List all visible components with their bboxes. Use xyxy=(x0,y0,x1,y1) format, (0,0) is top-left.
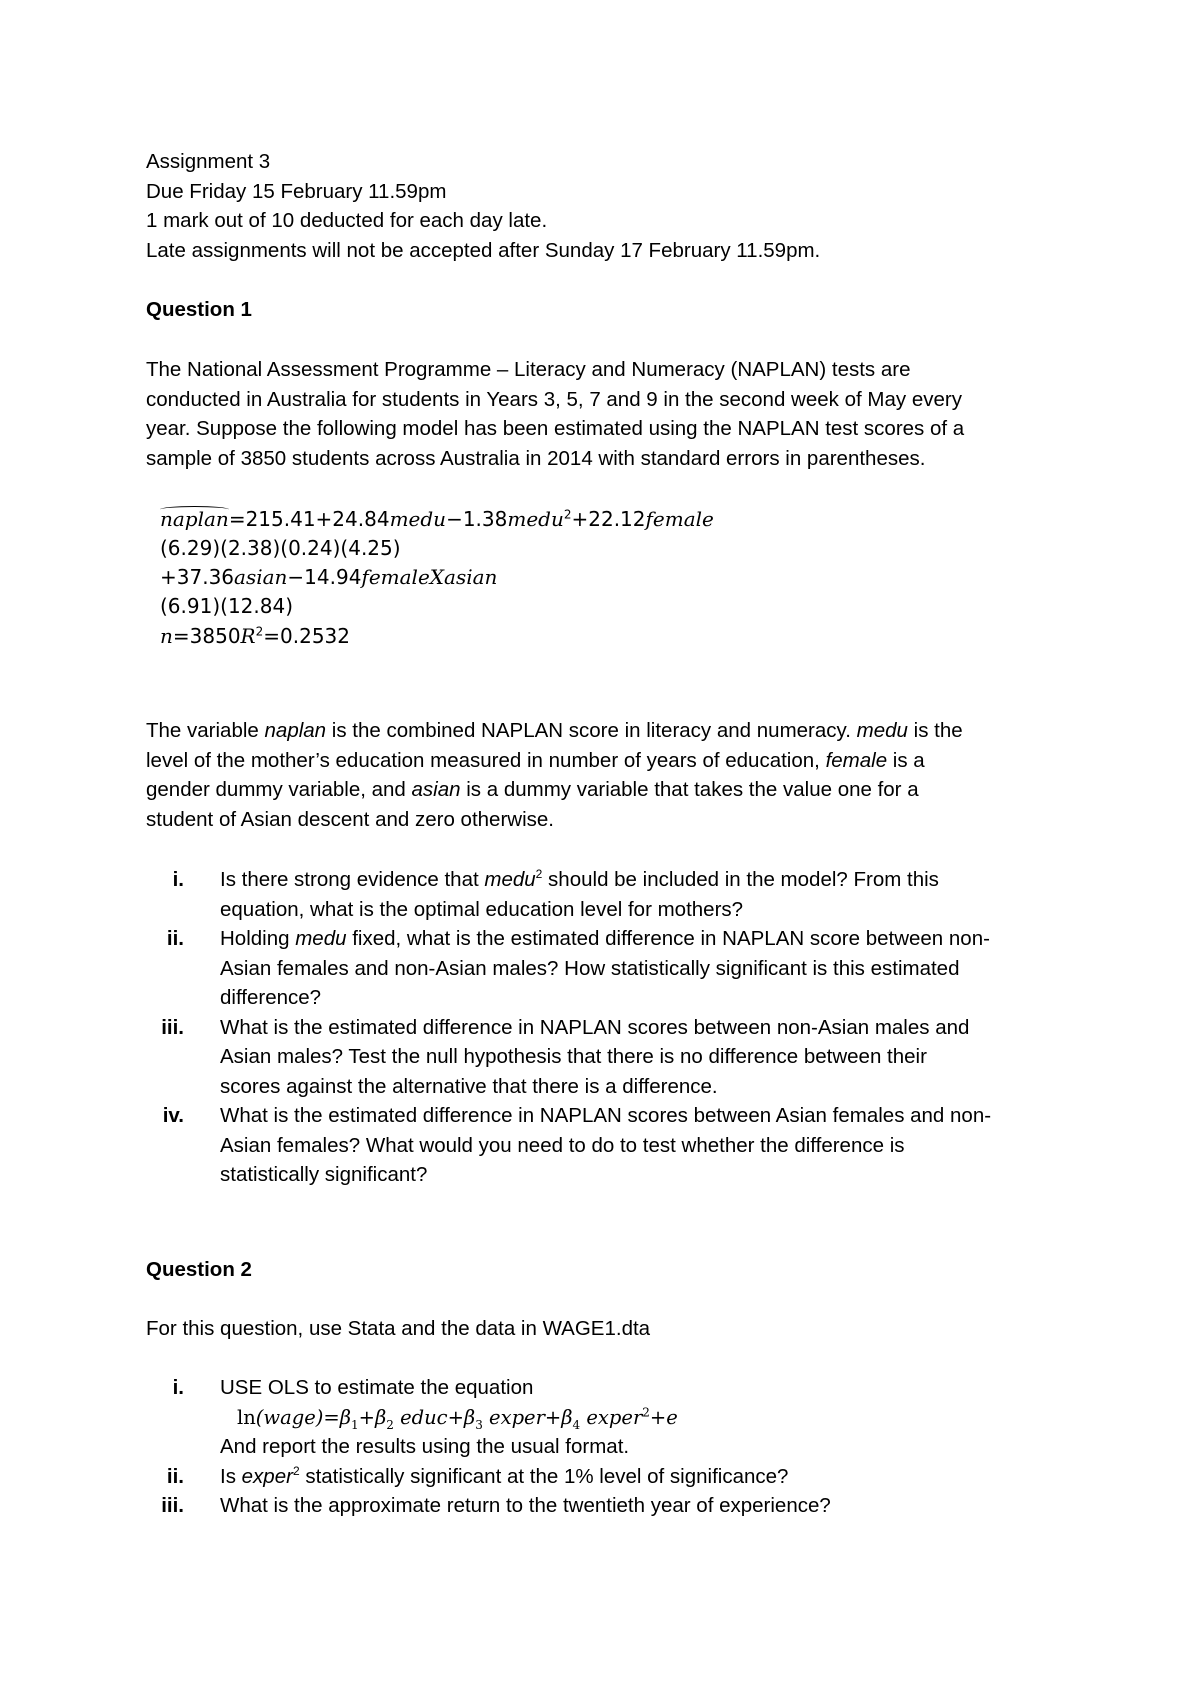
item-line: difference? xyxy=(220,986,322,1009)
item-number: ii. xyxy=(166,927,184,950)
question-2-items xyxy=(146,1373,1066,1521)
desc-text: level of the mother’s education measured in number of years of education, xyxy=(146,748,826,772)
item-number: iii. xyxy=(161,1494,184,1517)
item-var: medu xyxy=(484,868,536,891)
list-item xyxy=(146,865,1066,924)
item-line: USE OLS to estimate the equation xyxy=(220,1376,534,1399)
desc-line xyxy=(146,775,1066,805)
item-var: medu xyxy=(295,927,347,950)
eq-subscript: 1 xyxy=(350,1417,359,1432)
item-line: statistically significant? xyxy=(220,1163,428,1186)
regression-stats xyxy=(160,622,350,651)
item-line: What is the approximate return to the twentieth year of experience? xyxy=(220,1494,831,1517)
eq-term: −14.94 xyxy=(287,565,362,589)
eq-var: femaleXasian xyxy=(361,565,498,589)
late-policy: Late assignments will not be accepted after Sunday 17 February 11.59pm. xyxy=(146,238,821,262)
eq-term: educ+β xyxy=(393,1405,476,1429)
item-line: And report the results using the usual format. xyxy=(220,1435,630,1458)
eq-term: (wage)=β xyxy=(255,1405,351,1429)
desc-text: is the combined NAPLAN score in literacy and numeracy. xyxy=(326,719,857,742)
eq-term: =215.41+24.84 xyxy=(228,507,390,531)
item-line: Asian females and non-Asian males? How statistically significant is this estimated xyxy=(220,956,960,980)
standard-errors-line-2: (6.91)(12.84) xyxy=(160,594,293,618)
eq-term: exper xyxy=(580,1405,643,1429)
eq-subscript: 2 xyxy=(386,1417,394,1432)
late-penalty: 1 mark out of 10 deducted for each day late. xyxy=(146,209,548,232)
item-line: Asian females? What would you need to do to test whether the difference is xyxy=(220,1133,905,1157)
naplan-hat-var: naplan xyxy=(160,505,229,534)
intro-line: sample of 3850 students across Australia in 2014 with standard errors in parentheses. xyxy=(146,446,926,470)
eq-term: +22.12 xyxy=(571,507,646,531)
item-line: scores against the alternative that there is a difference. xyxy=(220,1074,718,1098)
question-2-heading: Question 2 xyxy=(146,1258,252,1281)
desc-text: gender dummy variable, and xyxy=(146,778,412,801)
item-line xyxy=(220,865,1066,895)
eq-var: medu xyxy=(507,507,564,531)
eq-var: n xyxy=(160,624,173,648)
item-text: fixed, what is the estimated difference in NAPLAN score between non- xyxy=(346,927,990,950)
eq-term: =0.2532 xyxy=(263,624,350,648)
item-number: i. xyxy=(172,868,184,891)
due-date: Due Friday 15 February 11.59pm xyxy=(146,179,447,203)
eq-var: medu xyxy=(389,507,447,531)
list-item xyxy=(146,924,1066,1013)
list-item xyxy=(146,1373,1066,1462)
question-2-intro: For this question, use Stata and the data in WAGE1.dta xyxy=(146,1317,651,1340)
item-line xyxy=(220,924,1066,954)
desc-var: asian xyxy=(411,778,461,801)
standard-errors-line-1: (6.29)(2.38)(0.24)(4.25) xyxy=(160,536,401,560)
desc-var: naplan xyxy=(264,719,327,742)
eq-subscript: 3 xyxy=(475,1417,483,1432)
eq-term: ln xyxy=(237,1405,256,1429)
desc-var: medu xyxy=(856,719,908,742)
item-number: iii. xyxy=(161,1015,184,1039)
item-number: i. xyxy=(172,1376,184,1399)
item-var: exper xyxy=(241,1464,293,1488)
eq-subscript: 4 xyxy=(572,1417,581,1432)
eq-term: +37.36 xyxy=(160,565,235,589)
eq-term: exper+β xyxy=(482,1405,573,1429)
list-item xyxy=(146,1462,1066,1492)
item-text: should be included in the model? From this xyxy=(542,868,939,891)
eq-exponent: 2 xyxy=(563,507,572,522)
eq-exponent: 2 xyxy=(642,1405,650,1419)
item-line: Asian males? Test the null hypothesis that there is no difference between their xyxy=(220,1045,927,1068)
item-line: What is the estimated difference in NAPLAN scores between non-Asian males and xyxy=(220,1015,970,1039)
eq-term: +β xyxy=(358,1405,387,1429)
intro-line: conducted in Australia for students in Years 3, 5, 7 and 9 in the second week of May every xyxy=(146,387,962,411)
eq-term: =3850 xyxy=(172,624,241,648)
eq-var: asian xyxy=(234,565,288,589)
item-text: Holding xyxy=(220,927,296,950)
desc-text: The variable xyxy=(146,719,265,742)
desc-text: is a dummy variable that takes the value one for a xyxy=(460,778,919,801)
intro-line: year. Suppose the following model has been estimated using the NAPLAN test scores of a xyxy=(146,417,965,440)
item-number: iv. xyxy=(162,1104,184,1127)
eq-exponent: 2 xyxy=(255,624,264,639)
eq-term: −1.38 xyxy=(446,507,508,531)
question-1-heading: Question 1 xyxy=(146,298,252,321)
question-1-intro xyxy=(146,355,1066,473)
wage-equation xyxy=(220,1403,1066,1433)
variable-description xyxy=(146,716,1066,834)
eq-var: female xyxy=(645,507,714,531)
assignment-title: Assignment 3 xyxy=(146,150,271,173)
regression-equation-line-1 xyxy=(160,505,714,534)
desc-var: female xyxy=(825,748,888,772)
desc-line xyxy=(146,746,1066,776)
item-text: statistically significant at the 1% level of significance? xyxy=(299,1464,789,1488)
regression-equation-line-2 xyxy=(160,563,497,592)
list-item xyxy=(146,1013,1066,1102)
question-1-items xyxy=(146,865,1066,1190)
item-line: equation, what is the optimal education level for mothers? xyxy=(220,897,744,921)
eq-term: +e xyxy=(649,1405,678,1429)
desc-text: is a xyxy=(887,748,925,772)
desc-text: is the xyxy=(907,719,963,742)
desc-line: student of Asian descent and zero otherwise. xyxy=(146,807,554,831)
eq-var: R xyxy=(240,624,256,648)
item-exponent: 2 xyxy=(535,867,543,882)
item-line xyxy=(220,1462,1066,1492)
item-line: What is the estimated difference in NAPLAN scores between Asian females and non- xyxy=(220,1104,992,1127)
item-text: Is xyxy=(220,1464,242,1488)
list-item xyxy=(146,1491,1066,1521)
item-number: ii. xyxy=(166,1464,184,1488)
item-text: Is there strong evidence that xyxy=(220,868,485,891)
intro-line: The National Assessment Programme – Literacy and Numeracy (NAPLAN) tests are xyxy=(146,358,911,381)
desc-line xyxy=(146,716,1066,746)
list-item xyxy=(146,1101,1066,1190)
item-exponent: 2 xyxy=(292,1463,300,1478)
assignment-header xyxy=(146,147,1066,265)
